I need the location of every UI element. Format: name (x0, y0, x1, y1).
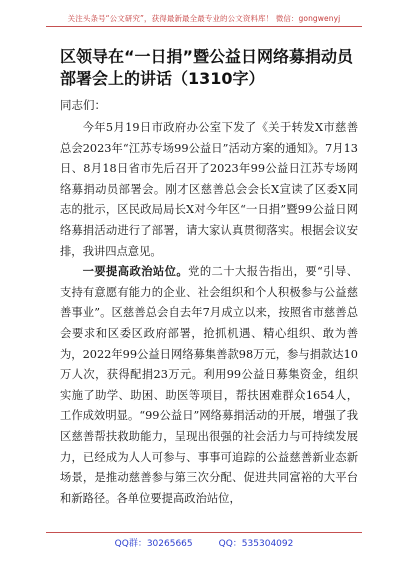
point-one-text: 党的二十大报告指出，要“引导、支持有意愿有能力的企业、社会组织和个人积极参与公益慈善事业”。区慈善总会自去年7月成立以来，按照省市慈善总会要求和区委区政府部署，抢抓机遇、精心组织、敢为善为，2022年99公益日网络募集善款98万元，参与捐款达10万人次，获得配捐23万元。利用99公益日募集资金，组织实施了助学、助困、助医等项目，帮扶困难群众1654人，工作成效明显。“99公益日”网络募捐活动的开展，增强了我区慈善帮扶救助能力，呈现出很强的社会活力与可持续发展力，已经成为人人可参与、事事可追踪的公益慈善新业态新场景，是推动慈善参与第三次分配、促进共同富裕的大平台和新路径。各单位要提高政治站位， (60, 265, 358, 505)
paragraph-point-one (60, 262, 358, 509)
footer-qq-group: QQ群：30265665 (114, 538, 193, 549)
point-one-heading: 一要提高政治站位。 (82, 265, 189, 279)
banner-text: 关注头条号“公文研究”，获得最新最全最专业的公文资料库！ 微信：gongwenyj (67, 13, 341, 23)
footer (0, 534, 408, 550)
greeting: 同志们： (60, 98, 106, 112)
banner-divider (46, 26, 362, 27)
footer-qq: QQ：535304092 (218, 538, 294, 549)
document-body (60, 118, 358, 509)
top-banner (0, 10, 408, 26)
document-title: 区领导在“一日捐”暨公益日网络募捐动员部署会上的讲话（1310字） (60, 47, 354, 88)
paragraph-intro: 今年5月19日市政府办公室下发了《关于转发X市慈善总会2023年“江苏专场99公益日”活动方案的通知》。7月13日、8月18日省市先后召开了2023年99公益日江苏专场网络募捐动员部署会。刚才区慈善总会会长X宣读了区委X同志的批示，区民政局局长X对今年区“一日捐”暨99公益日网络募捐活动进行了部署，请大家认真贯彻落实。根据会议安排，我讲四点意见。 (60, 121, 358, 258)
footer-divider (46, 532, 362, 533)
